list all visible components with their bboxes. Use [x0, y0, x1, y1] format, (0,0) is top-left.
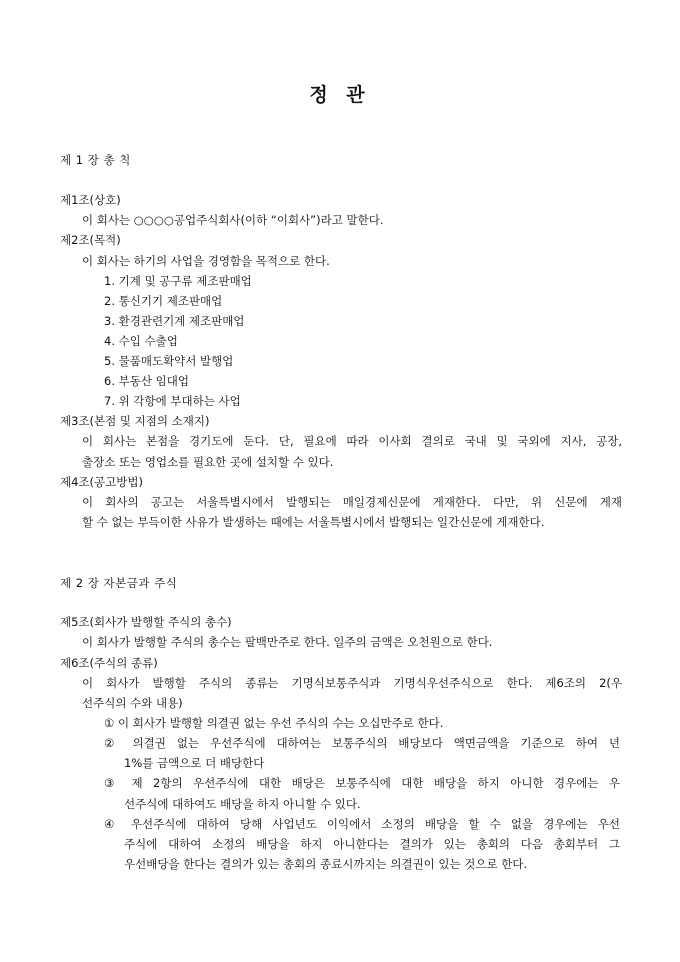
article-6-clause-3: ③ 제 2항의 우선주식에 대한 배당은 보통주식에 대한 배당을 하지 아니한 경우에는 우 — [104, 776, 620, 790]
article-2-item: 3. 환경관련기계 제조판매업 — [104, 314, 245, 328]
article-6-heading: 제6조(주식의 종류) — [60, 656, 158, 670]
chapter-2-heading: 제 2 장 자본금과 주식 — [60, 576, 178, 590]
article-6-clause-2-cont: 1%를 금액으로 더 배당한다 — [124, 756, 265, 770]
article-2-item: 7. 위 각항에 부대하는 사업 — [104, 394, 241, 408]
article-4-heading: 제4조(공고방법) — [60, 475, 143, 489]
article-5-heading: 제5조(회사가 발행할 주식의 총수) — [60, 615, 232, 629]
article-6-body-line: 이 회사가 발행할 주식의 종류는 기명식보통주식과 기명식우선주식으로 한다. 제6조의 2(우 — [82, 676, 622, 690]
article-4-body-line: 이 회사의 공고는 서울특별시에서 발행되는 매일경제신문에 게재한다. 다만, 위 신문에 게재 — [82, 495, 622, 509]
article-6-clause-2: ② 의결권 없는 우선주식에 대하여는 보통주식의 배당보다 액면금액을 기준으로 하여 년 — [104, 736, 620, 750]
article-2-item: 5. 물품매도확약서 발행업 — [104, 354, 234, 368]
chapter-1-heading: 제 1 장 총 칙 — [60, 153, 131, 167]
article-2-body: 이 회사는 하기의 사업을 경영함을 목적으로 한다. — [82, 254, 330, 268]
article-3-body-line: 이 회사는 본점을 경기도에 둔다. 단, 필요에 따라 이사회 결의로 국내 및 국외에 지사, 공장, — [82, 434, 622, 448]
article-3-body-line: 출장소 또는 영업소를 필요한 곳에 설치할 수 있다. — [82, 455, 334, 469]
article-2-item: 4. 수입 수출업 — [104, 334, 178, 348]
article-2-item: 6. 부동산 임대업 — [104, 374, 189, 388]
article-5-body: 이 회사가 발행할 주식의 총수는 팔백만주로 한다. 일주의 금액은 오천원으로 한다. — [82, 635, 493, 649]
article-2-heading: 제2조(목적) — [60, 233, 121, 247]
article-6-clause-4: ④ 우선주식에 대하여 당해 사업년도 이익에서 소정의 배당을 할 수 없을 경우에는 우선 — [104, 817, 620, 831]
article-2-item: 1. 기계 및 공구류 제조판매업 — [104, 274, 252, 288]
document-title: 정 관 — [309, 84, 371, 106]
article-6-body-line: 선주식의 수와 내용) — [82, 696, 183, 710]
article-1-heading: 제1조(상호) — [60, 193, 121, 207]
article-3-heading: 제3조(본점 및 지점의 소재지) — [60, 414, 210, 428]
article-6-clause-4-cont: 주식에 대하여 소정의 배당을 하지 아니한다는 결의가 있는 총회의 다음 총회부터 그 — [124, 837, 620, 851]
article-6-clause-3-cont: 선주식에 대하여도 배당을 하지 아니할 수 있다. — [124, 797, 361, 811]
article-1-body: 이 회사는 ○○○○공업주식회사(이하 “이회사”)라고 말한다. — [82, 213, 384, 227]
article-2-item: 2. 통신기기 제조판매업 — [104, 294, 223, 308]
article-4-body-line: 할 수 없는 부득이한 사유가 발생하는 때에는 서울특별시에서 발행되는 일간신문에 게재한다. — [82, 515, 545, 529]
article-6-clause-1: ① 이 회사가 발행할 의결권 없는 우선 주식의 수는 오십만주로 한다. — [104, 716, 444, 730]
article-6-clause-4-cont: 우선배당을 한다는 결의가 있는 총회의 종료시까지는 의결권이 있는 것으로 한다. — [124, 857, 528, 871]
